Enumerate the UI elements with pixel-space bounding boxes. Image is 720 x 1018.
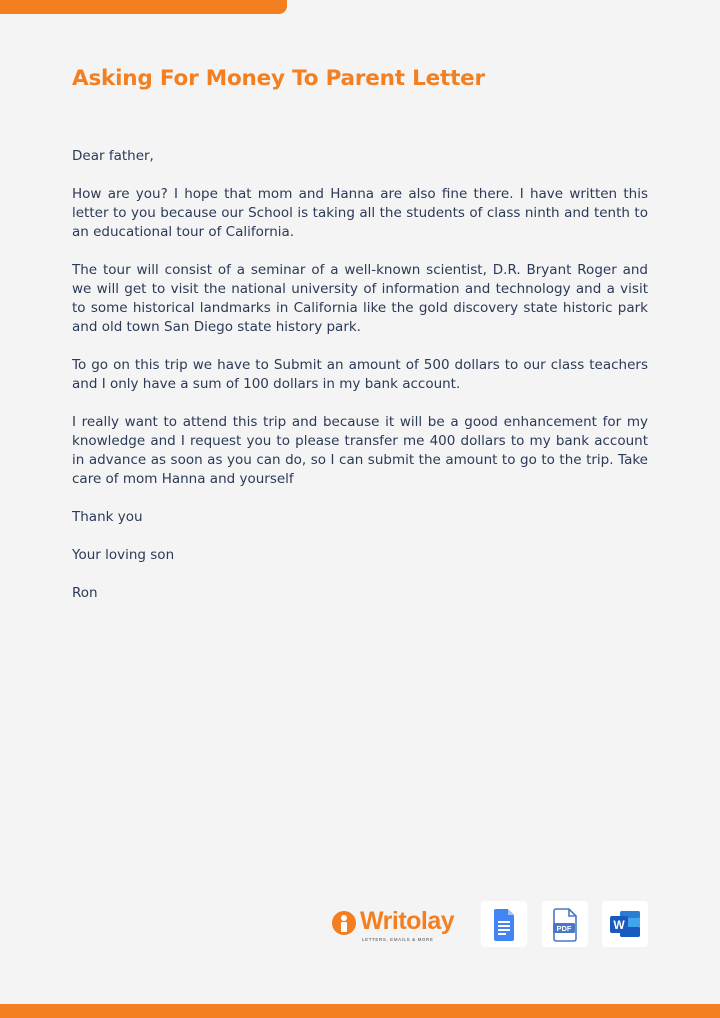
letter-paragraph: To go on this trip we have to Submit an amount of 500 dollars to our class teachers and I only have a sum of 100 dollars in my bank account. <box>72 357 648 392</box>
word-download-button[interactable] <box>602 901 648 947</box>
brand-name: Writolay <box>360 907 455 935</box>
pdf-label: PDF <box>556 924 572 933</box>
google-docs-icon <box>481 901 527 947</box>
letter-signoff: Your loving son <box>72 547 175 563</box>
footer <box>330 900 650 948</box>
brand-tagline: LETTERS, EMAILS & MORE <box>362 937 434 942</box>
letter-signature: Ron <box>72 585 98 601</box>
bottom-accent-bar <box>0 1004 720 1018</box>
page-title: Asking For Money To Parent Letter <box>72 66 485 91</box>
letter-body <box>72 147 648 622</box>
letter-paragraph: How are you? I hope that mom and Hanna are also fine there. I have written this letter to you because our School is taking all the students of class ninth and tenth to an educational tour of California. <box>72 186 648 240</box>
letter-paragraph: The tour will consist of a seminar of a well-known scientist, D.R. Bryant Roger and we will get to visit the national university of information and technology and a visit to some historical landmarks in California like the gold discovery state historic park and old town San Diego state history park. <box>72 262 648 335</box>
top-accent-bar <box>0 0 287 14</box>
letter-paragraph: I really want to attend this trip and because it will be a good enhancement for my knowledge and I request you to please transfer me 400 dollars to my bank account in advance as soon as you can do, so I can submit the amount to go to the trip. Take care of mom Hanna and yourself <box>72 414 648 487</box>
letter-salutation: Dear father, <box>72 148 154 164</box>
letter-closing: Thank you <box>72 509 143 525</box>
pdf-file-icon <box>542 901 588 947</box>
pdf-download-button[interactable] <box>542 901 588 947</box>
word-file-icon <box>602 901 648 947</box>
writolay-logo-icon <box>332 911 356 935</box>
google-docs-download-button[interactable] <box>481 901 527 947</box>
word-letter: W <box>613 918 625 932</box>
writolay-brand[interactable] <box>332 907 460 942</box>
